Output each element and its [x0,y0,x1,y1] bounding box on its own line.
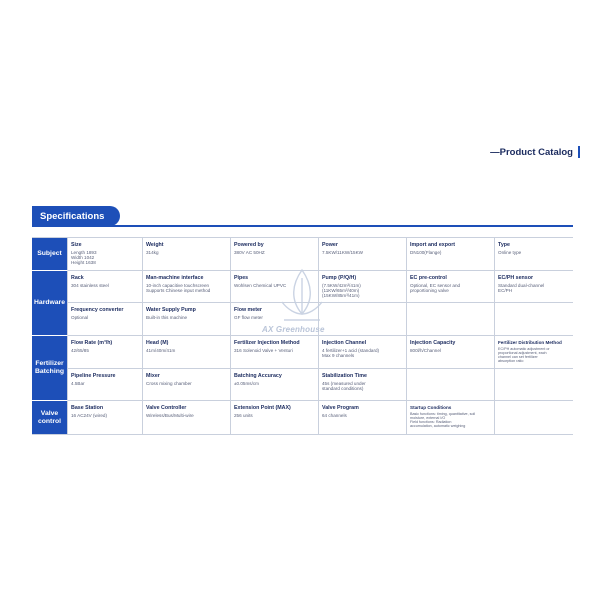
product-catalog-title: —Product Catalog [490,146,573,158]
spec-cell-empty [495,303,573,336]
spec-cell-empty [495,369,573,401]
spec-cell-pipes: Pipes Wohlsen Chemical UPVC [231,271,319,303]
spec-cell-rack: Rack 304 stainless steel [68,271,143,303]
section-divider [32,225,573,227]
spec-cell-mixer: Mixer Cross mixing chamber [143,369,231,401]
spec-cell-power: Power 7.5KW/11KW/15KW [319,238,407,271]
spec-cell-empty [495,401,573,435]
spec-cell-hmi: Man-machine interface 10-inch capacitive touchscreen Supports Chinese input method [143,271,231,303]
spec-cell-empty [407,369,495,401]
spec-cell-frequency-converter: Frequency converter Optional [68,303,143,336]
spec-cell-flow-rate: Flow Rate (m³/h) 42/65/85 [68,336,143,369]
spec-cell-batching-accuracy: Batching Accuracy ±0.05ms/cm [231,369,319,401]
specifications-table [32,237,573,435]
spec-cell-valve-program: Valve Program 64 channels [319,401,407,435]
spec-cell-base-station: Base Station 16 AC24V (wired) [68,401,143,435]
spec-cell-type: Type Online type [495,238,573,271]
product-catalog-heading [490,146,580,158]
watermark-text: AX Greenhouse [262,325,325,334]
spec-cell-powered-by: Powered by 380V AC 50HZ [231,238,319,271]
spec-cell-empty [407,303,495,336]
spec-cell-head: Head (M) 41m/40m/41m [143,336,231,369]
row-header-subject: Subject [32,238,68,271]
spec-cell-empty [319,303,407,336]
spec-cell-startup-conditions: Startup Conditions Basic functions: timing, quantitative, soil moisture, external I/O Field functions: Radiation accumulation, automatic weighing [407,401,495,435]
spec-cell-flow-meter: Flow meter GF flow meter [231,303,319,336]
row-header-fertilizer-batching: Fertilizer Batching [32,336,68,401]
spec-cell-weight: Weight 314kg [143,238,231,271]
spec-cell-pipeline-pressure: Pipeline Pressure 4.5Bar [68,369,143,401]
spec-cell-injection-capacity: Injection Capacity 800l/h/Channel [407,336,495,369]
specifications-tab: Specifications [32,206,120,226]
spec-cell-size: Size Length 1893 Width 1042 Height 1638 [68,238,143,271]
spec-cell-ec-precontrol: EC pre-control Optional, EC sensor and proportioning valve [407,271,495,303]
spec-cell-valve-controller: Valve Controller Wireless/Bus/Multi-wire [143,401,231,435]
accent-bar [578,146,580,158]
spec-cell-water-supply-pump: Water Supply Pump Built-in this machine [143,303,231,336]
row-header-hardware: Hardware [32,271,68,336]
spec-cell-import-export: Import and export DN100(Flange) [407,238,495,271]
spec-cell-ec-ph-sensor: EC/PH sensor Standard dual-channel EC/PH [495,271,573,303]
spec-cell-pump: Pump (P/Q/H) (7.5KW/42m³/41m) (11KW/65m³/40m) (15KW/85m³/41m) [319,271,407,303]
spec-cell-injection-channel: Injection Channel 4 fertilizer+1 acid (standard) Max 9 channels [319,336,407,369]
spec-cell-stabilization-time: Stabilization Time 45s (measured under standard conditions) [319,369,407,401]
spec-cell-extension-point: Extension Point (MAX) 256 units [231,401,319,435]
row-header-valve-control: Valve control [32,401,68,435]
spec-cell-injection-method: Fertilizer Injection Method 316 Solenoid Valve + Venturi [231,336,319,369]
spec-cell-distribution-method: Fertilizer Distribution Method EC/PH automatic adjustment or proportional adjustment, each channel can set fertilizer absorption ratio [495,336,573,369]
